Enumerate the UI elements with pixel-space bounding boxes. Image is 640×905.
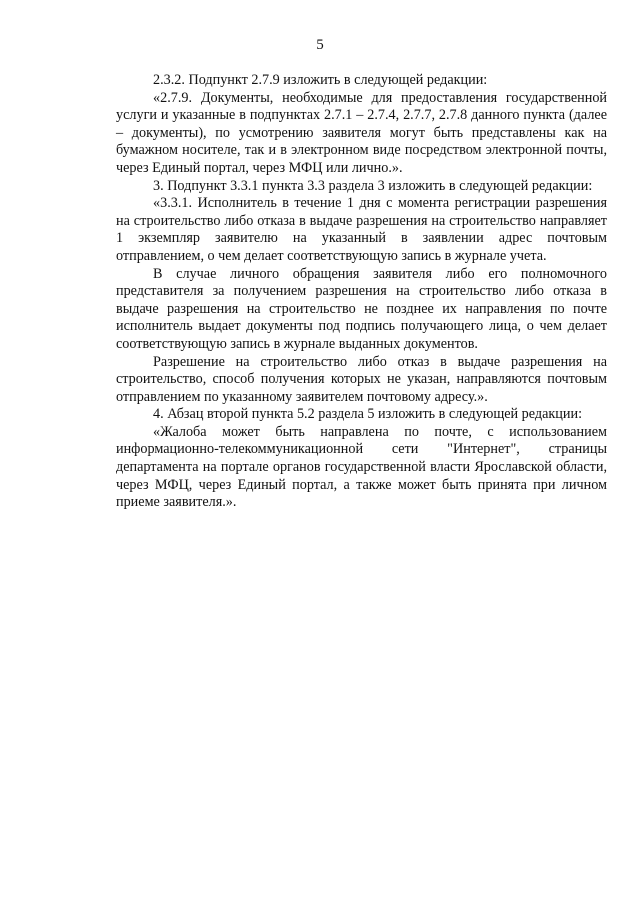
document-body xyxy=(116,72,607,512)
paragraph-item-3: 3. Подпункт 3.3.1 пункта 3.3 раздела 3 изложить в следующей редакции: xyxy=(153,177,593,194)
paragraph-postal-delivery: Разрешение на строительство либо отказ в выдаче разрешения на строительство, способ получения которых не указан, направляются почтовым отправлением по указанному заявителем почтовому адресу.». xyxy=(116,353,607,405)
paragraph-item-4: 4. Абзац второй пункта 5.2 раздела 5 изложить в следующей редакции: xyxy=(153,406,583,423)
page-number: 5 xyxy=(316,37,324,53)
paragraph-personal-request: В случае личного обращения заявителя либо его полномочного представителя за получением разрешения на строительство либо отказа в выдаче разрешения на строительство не позднее их направления по почте исполнитель выдает документы под подпись получающего лица, о чем делает соответствующую запись в журнале выданных документов. xyxy=(116,265,607,352)
paragraph-subitem-2-3-2: 2.3.2. Подпункт 2.7.9 изложить в следующей редакции: xyxy=(153,72,488,88)
paragraph-item-2-7-9: «2.7.9. Документы, необходимые для предоставления государственной услуги и указанные в подпунктах 2.7.1 – 2.7.4, 2.7.7, 2.7.8 данного пункта (далее – документы), по усмотрению заявителя могут быть представлены как на бумажном носителе, так и в электронном виде посредством электронной почты, через Единый портал, через МФЦ или лично.». xyxy=(116,89,607,176)
paragraph-complaint: «Жалоба может быть направлена по почте, с использованием информационно-телекоммуникационной сети "Интернет", страницы департамента на портале органов государственной власти Ярославской области, через МФЦ, через Единый портал, а также может быть принята при личном приеме заявителя.». xyxy=(116,423,607,511)
paragraph-item-3-3-1: «3.3.1. Исполнитель в течение 1 дня с момента регистрации разрешения на строительство либо отказа в выдаче разрешения на строительство направляет 1 экземпляр заявителю на указанный в заявлении адрес почтовым отправлением, о чем делает соответствующую запись в журнале учета. xyxy=(116,195,607,264)
